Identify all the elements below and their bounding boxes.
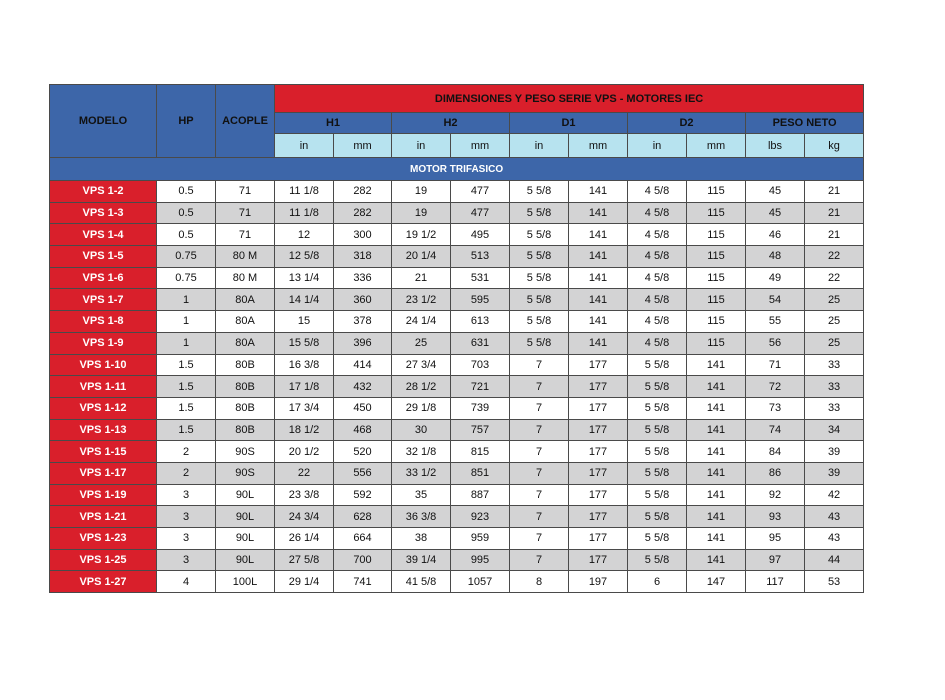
value-cell: 177: [569, 528, 628, 550]
value-cell: 80A: [216, 332, 275, 354]
header-d2: D2: [628, 113, 746, 134]
value-cell: 90S: [216, 462, 275, 484]
value-cell: 513: [451, 246, 510, 268]
model-cell: VPS 1-9: [50, 332, 157, 354]
value-cell: 1.5: [157, 354, 216, 376]
value-cell: 17 3/4: [275, 397, 334, 419]
value-cell: 282: [334, 202, 392, 224]
value-cell: 72: [746, 376, 805, 398]
table-row: [50, 441, 864, 463]
value-cell: 0.75: [157, 267, 216, 289]
value-cell: 378: [334, 311, 392, 333]
unit-header: mm: [334, 134, 392, 158]
value-cell: 15: [275, 311, 334, 333]
value-cell: 24 3/4: [275, 506, 334, 528]
value-cell: 23 3/8: [275, 484, 334, 506]
value-cell: 71: [216, 224, 275, 246]
value-cell: 495: [451, 224, 510, 246]
value-cell: 5 5/8: [628, 484, 687, 506]
value-cell: 100L: [216, 571, 275, 593]
value-cell: 336: [334, 267, 392, 289]
value-cell: 7: [510, 376, 569, 398]
value-cell: 7: [510, 484, 569, 506]
value-cell: 19 1/2: [392, 224, 451, 246]
value-cell: 21: [392, 267, 451, 289]
value-cell: 300: [334, 224, 392, 246]
model-cell: VPS 1-6: [50, 267, 157, 289]
model-cell: VPS 1-4: [50, 224, 157, 246]
value-cell: 4 5/8: [628, 224, 687, 246]
value-cell: 33 1/2: [392, 462, 451, 484]
model-cell: VPS 1-21: [50, 506, 157, 528]
value-cell: 141: [569, 246, 628, 268]
value-cell: 33: [805, 397, 864, 419]
value-cell: 141: [687, 397, 746, 419]
value-cell: 24 1/4: [392, 311, 451, 333]
value-cell: 2: [157, 441, 216, 463]
value-cell: 44: [805, 549, 864, 571]
table-title: DIMENSIONES Y PESO SERIE VPS - MOTORES IEC: [275, 85, 864, 113]
value-cell: 5 5/8: [628, 506, 687, 528]
value-cell: 21: [805, 181, 864, 203]
value-cell: 11 1/8: [275, 202, 334, 224]
value-cell: 36 3/8: [392, 506, 451, 528]
value-cell: 592: [334, 484, 392, 506]
value-cell: 115: [687, 289, 746, 311]
value-cell: 1.5: [157, 419, 216, 441]
header-h2: H2: [392, 113, 510, 134]
value-cell: 43: [805, 506, 864, 528]
table-row: [50, 202, 864, 224]
value-cell: 4 5/8: [628, 181, 687, 203]
value-cell: 54: [746, 289, 805, 311]
value-cell: 959: [451, 528, 510, 550]
value-cell: 5 5/8: [510, 181, 569, 203]
value-cell: 29 1/8: [392, 397, 451, 419]
value-cell: 73: [746, 397, 805, 419]
value-cell: 741: [334, 571, 392, 593]
value-cell: 74: [746, 419, 805, 441]
value-cell: 48: [746, 246, 805, 268]
value-cell: 3: [157, 549, 216, 571]
value-cell: 6: [628, 571, 687, 593]
value-cell: 5 5/8: [510, 246, 569, 268]
value-cell: 90L: [216, 528, 275, 550]
value-cell: 29 1/4: [275, 571, 334, 593]
value-cell: 71: [746, 354, 805, 376]
unit-header: in: [392, 134, 451, 158]
unit-header: lbs: [746, 134, 805, 158]
value-cell: 86: [746, 462, 805, 484]
value-cell: 23 1/2: [392, 289, 451, 311]
value-cell: 995: [451, 549, 510, 571]
unit-header: mm: [569, 134, 628, 158]
value-cell: 5 5/8: [628, 419, 687, 441]
value-cell: 43: [805, 528, 864, 550]
unit-header: in: [510, 134, 569, 158]
value-cell: 177: [569, 376, 628, 398]
value-cell: 19: [392, 202, 451, 224]
unit-header: kg: [805, 134, 864, 158]
value-cell: 41 5/8: [392, 571, 451, 593]
value-cell: 700: [334, 549, 392, 571]
value-cell: 30: [392, 419, 451, 441]
value-cell: 22: [805, 267, 864, 289]
value-cell: 141: [687, 354, 746, 376]
value-cell: 11 1/8: [275, 181, 334, 203]
value-cell: 177: [569, 441, 628, 463]
value-cell: 90L: [216, 484, 275, 506]
value-cell: 4 5/8: [628, 332, 687, 354]
value-cell: 8: [510, 571, 569, 593]
value-cell: 477: [451, 202, 510, 224]
table-row: [50, 397, 864, 419]
value-cell: 360: [334, 289, 392, 311]
value-cell: 7: [510, 462, 569, 484]
value-cell: 5 5/8: [628, 549, 687, 571]
value-cell: 396: [334, 332, 392, 354]
table-row: [50, 181, 864, 203]
value-cell: 92: [746, 484, 805, 506]
value-cell: 90L: [216, 506, 275, 528]
value-cell: 923: [451, 506, 510, 528]
value-cell: 80B: [216, 354, 275, 376]
value-cell: 35: [392, 484, 451, 506]
value-cell: 4 5/8: [628, 267, 687, 289]
value-cell: 90L: [216, 549, 275, 571]
value-cell: 1057: [451, 571, 510, 593]
value-cell: 56: [746, 332, 805, 354]
value-cell: 477: [451, 181, 510, 203]
value-cell: 147: [687, 571, 746, 593]
value-cell: 7: [510, 419, 569, 441]
value-cell: 115: [687, 224, 746, 246]
table-row: [50, 506, 864, 528]
header-modelo: MODELO: [50, 85, 157, 158]
value-cell: 28 1/2: [392, 376, 451, 398]
unit-header: mm: [451, 134, 510, 158]
value-cell: 177: [569, 549, 628, 571]
value-cell: 22: [805, 246, 864, 268]
value-cell: 5 5/8: [510, 267, 569, 289]
value-cell: 115: [687, 267, 746, 289]
value-cell: 27 3/4: [392, 354, 451, 376]
value-cell: 2: [157, 462, 216, 484]
value-cell: 703: [451, 354, 510, 376]
table-row: [50, 354, 864, 376]
value-cell: 32 1/8: [392, 441, 451, 463]
value-cell: 12 5/8: [275, 246, 334, 268]
value-cell: 21: [805, 224, 864, 246]
value-cell: 177: [569, 462, 628, 484]
value-cell: 42: [805, 484, 864, 506]
table-row: [50, 246, 864, 268]
value-cell: 13 1/4: [275, 267, 334, 289]
value-cell: 468: [334, 419, 392, 441]
value-cell: 25: [805, 289, 864, 311]
table-row: [50, 376, 864, 398]
model-cell: VPS 1-17: [50, 462, 157, 484]
model-cell: VPS 1-27: [50, 571, 157, 593]
value-cell: 613: [451, 311, 510, 333]
value-cell: 117: [746, 571, 805, 593]
value-cell: 4 5/8: [628, 311, 687, 333]
value-cell: 84: [746, 441, 805, 463]
value-cell: 0.5: [157, 202, 216, 224]
value-cell: 5 5/8: [628, 354, 687, 376]
value-cell: 39: [805, 441, 864, 463]
value-cell: 25: [805, 332, 864, 354]
table-row: [50, 419, 864, 441]
value-cell: 55: [746, 311, 805, 333]
value-cell: 556: [334, 462, 392, 484]
value-cell: 141: [687, 506, 746, 528]
value-cell: 4 5/8: [628, 246, 687, 268]
value-cell: 1: [157, 289, 216, 311]
value-cell: 1: [157, 311, 216, 333]
value-cell: 34: [805, 419, 864, 441]
value-cell: 739: [451, 397, 510, 419]
value-cell: 851: [451, 462, 510, 484]
value-cell: 141: [687, 484, 746, 506]
table-row: [50, 484, 864, 506]
value-cell: 45: [746, 202, 805, 224]
header-peso-neto: PESO NETO: [746, 113, 864, 134]
value-cell: 97: [746, 549, 805, 571]
value-cell: 80B: [216, 419, 275, 441]
value-cell: 14 1/4: [275, 289, 334, 311]
value-cell: 141: [687, 549, 746, 571]
unit-header: in: [628, 134, 687, 158]
value-cell: 318: [334, 246, 392, 268]
value-cell: 26 1/4: [275, 528, 334, 550]
model-cell: VPS 1-8: [50, 311, 157, 333]
value-cell: 757: [451, 419, 510, 441]
value-cell: 115: [687, 246, 746, 268]
model-cell: VPS 1-10: [50, 354, 157, 376]
value-cell: 7: [510, 397, 569, 419]
value-cell: 0.75: [157, 246, 216, 268]
value-cell: 19: [392, 181, 451, 203]
value-cell: 39 1/4: [392, 549, 451, 571]
value-cell: 5 5/8: [510, 289, 569, 311]
table-row: [50, 267, 864, 289]
value-cell: 3: [157, 528, 216, 550]
value-cell: 531: [451, 267, 510, 289]
value-cell: 450: [334, 397, 392, 419]
value-cell: 95: [746, 528, 805, 550]
model-cell: VPS 1-13: [50, 419, 157, 441]
table-row: [50, 332, 864, 354]
value-cell: 141: [569, 311, 628, 333]
value-cell: 7: [510, 354, 569, 376]
value-cell: 1.5: [157, 397, 216, 419]
value-cell: 595: [451, 289, 510, 311]
section-motor-trifasico: MOTOR TRIFASICO: [50, 158, 864, 181]
value-cell: 141: [569, 224, 628, 246]
value-cell: 80 M: [216, 246, 275, 268]
model-cell: VPS 1-25: [50, 549, 157, 571]
value-cell: 7: [510, 441, 569, 463]
value-cell: 177: [569, 484, 628, 506]
value-cell: 887: [451, 484, 510, 506]
value-cell: 141: [569, 267, 628, 289]
value-cell: 1.5: [157, 376, 216, 398]
value-cell: 38: [392, 528, 451, 550]
value-cell: 21: [805, 202, 864, 224]
model-cell: VPS 1-11: [50, 376, 157, 398]
value-cell: 0.5: [157, 224, 216, 246]
model-cell: VPS 1-7: [50, 289, 157, 311]
value-cell: 432: [334, 376, 392, 398]
value-cell: 93: [746, 506, 805, 528]
value-cell: 5 5/8: [510, 332, 569, 354]
value-cell: 25: [805, 311, 864, 333]
value-cell: 80 M: [216, 267, 275, 289]
value-cell: 7: [510, 549, 569, 571]
value-cell: 71: [216, 181, 275, 203]
value-cell: 80A: [216, 289, 275, 311]
table-row: [50, 462, 864, 484]
value-cell: 141: [687, 419, 746, 441]
header-d1: D1: [510, 113, 628, 134]
value-cell: 5 5/8: [510, 311, 569, 333]
value-cell: 12: [275, 224, 334, 246]
value-cell: 282: [334, 181, 392, 203]
value-cell: 115: [687, 332, 746, 354]
value-cell: 141: [569, 289, 628, 311]
header-h1: H1: [275, 113, 392, 134]
value-cell: 141: [687, 528, 746, 550]
header-hp: HP: [157, 85, 216, 158]
value-cell: 5 5/8: [628, 441, 687, 463]
value-cell: 3: [157, 506, 216, 528]
model-cell: VPS 1-12: [50, 397, 157, 419]
model-cell: VPS 1-23: [50, 528, 157, 550]
value-cell: 90S: [216, 441, 275, 463]
value-cell: 25: [392, 332, 451, 354]
unit-header: mm: [687, 134, 746, 158]
value-cell: 141: [569, 181, 628, 203]
value-cell: 141: [569, 202, 628, 224]
value-cell: 5 5/8: [628, 462, 687, 484]
value-cell: 520: [334, 441, 392, 463]
model-cell: VPS 1-5: [50, 246, 157, 268]
value-cell: 197: [569, 571, 628, 593]
value-cell: 5 5/8: [628, 376, 687, 398]
value-cell: 80A: [216, 311, 275, 333]
value-cell: 0.5: [157, 181, 216, 203]
value-cell: 721: [451, 376, 510, 398]
value-cell: 39: [805, 462, 864, 484]
value-cell: 71: [216, 202, 275, 224]
value-cell: 4 5/8: [628, 289, 687, 311]
value-cell: 115: [687, 311, 746, 333]
value-cell: 664: [334, 528, 392, 550]
table-row: [50, 224, 864, 246]
value-cell: 3: [157, 484, 216, 506]
value-cell: 20 1/4: [392, 246, 451, 268]
value-cell: 177: [569, 397, 628, 419]
value-cell: 177: [569, 419, 628, 441]
table-row: [50, 571, 864, 593]
value-cell: 631: [451, 332, 510, 354]
unit-header: in: [275, 134, 334, 158]
value-cell: 115: [687, 202, 746, 224]
value-cell: 5 5/8: [628, 397, 687, 419]
value-cell: 53: [805, 571, 864, 593]
value-cell: 5 5/8: [628, 528, 687, 550]
value-cell: 4 5/8: [628, 202, 687, 224]
value-cell: 177: [569, 354, 628, 376]
value-cell: 27 5/8: [275, 549, 334, 571]
value-cell: 20 1/2: [275, 441, 334, 463]
value-cell: 49: [746, 267, 805, 289]
value-cell: 815: [451, 441, 510, 463]
value-cell: 15 5/8: [275, 332, 334, 354]
value-cell: 18 1/2: [275, 419, 334, 441]
value-cell: 4: [157, 571, 216, 593]
value-cell: 33: [805, 354, 864, 376]
table-row: [50, 528, 864, 550]
value-cell: 628: [334, 506, 392, 528]
value-cell: 46: [746, 224, 805, 246]
value-cell: 141: [687, 376, 746, 398]
table-row: [50, 311, 864, 333]
dimensions-table: [49, 84, 864, 593]
table-row: [50, 289, 864, 311]
model-cell: VPS 1-3: [50, 202, 157, 224]
value-cell: 414: [334, 354, 392, 376]
value-cell: 141: [687, 441, 746, 463]
value-cell: 141: [687, 462, 746, 484]
value-cell: 7: [510, 506, 569, 528]
value-cell: 80B: [216, 397, 275, 419]
model-cell: VPS 1-2: [50, 181, 157, 203]
value-cell: 177: [569, 506, 628, 528]
model-cell: VPS 1-19: [50, 484, 157, 506]
value-cell: 22: [275, 462, 334, 484]
value-cell: 5 5/8: [510, 224, 569, 246]
value-cell: 80B: [216, 376, 275, 398]
value-cell: 7: [510, 528, 569, 550]
value-cell: 1: [157, 332, 216, 354]
value-cell: 115: [687, 181, 746, 203]
table-row: [50, 549, 864, 571]
value-cell: 33: [805, 376, 864, 398]
value-cell: 5 5/8: [510, 202, 569, 224]
header-acople: ACOPLE: [216, 85, 275, 158]
value-cell: 45: [746, 181, 805, 203]
model-cell: VPS 1-15: [50, 441, 157, 463]
value-cell: 17 1/8: [275, 376, 334, 398]
value-cell: 16 3/8: [275, 354, 334, 376]
value-cell: 141: [569, 332, 628, 354]
